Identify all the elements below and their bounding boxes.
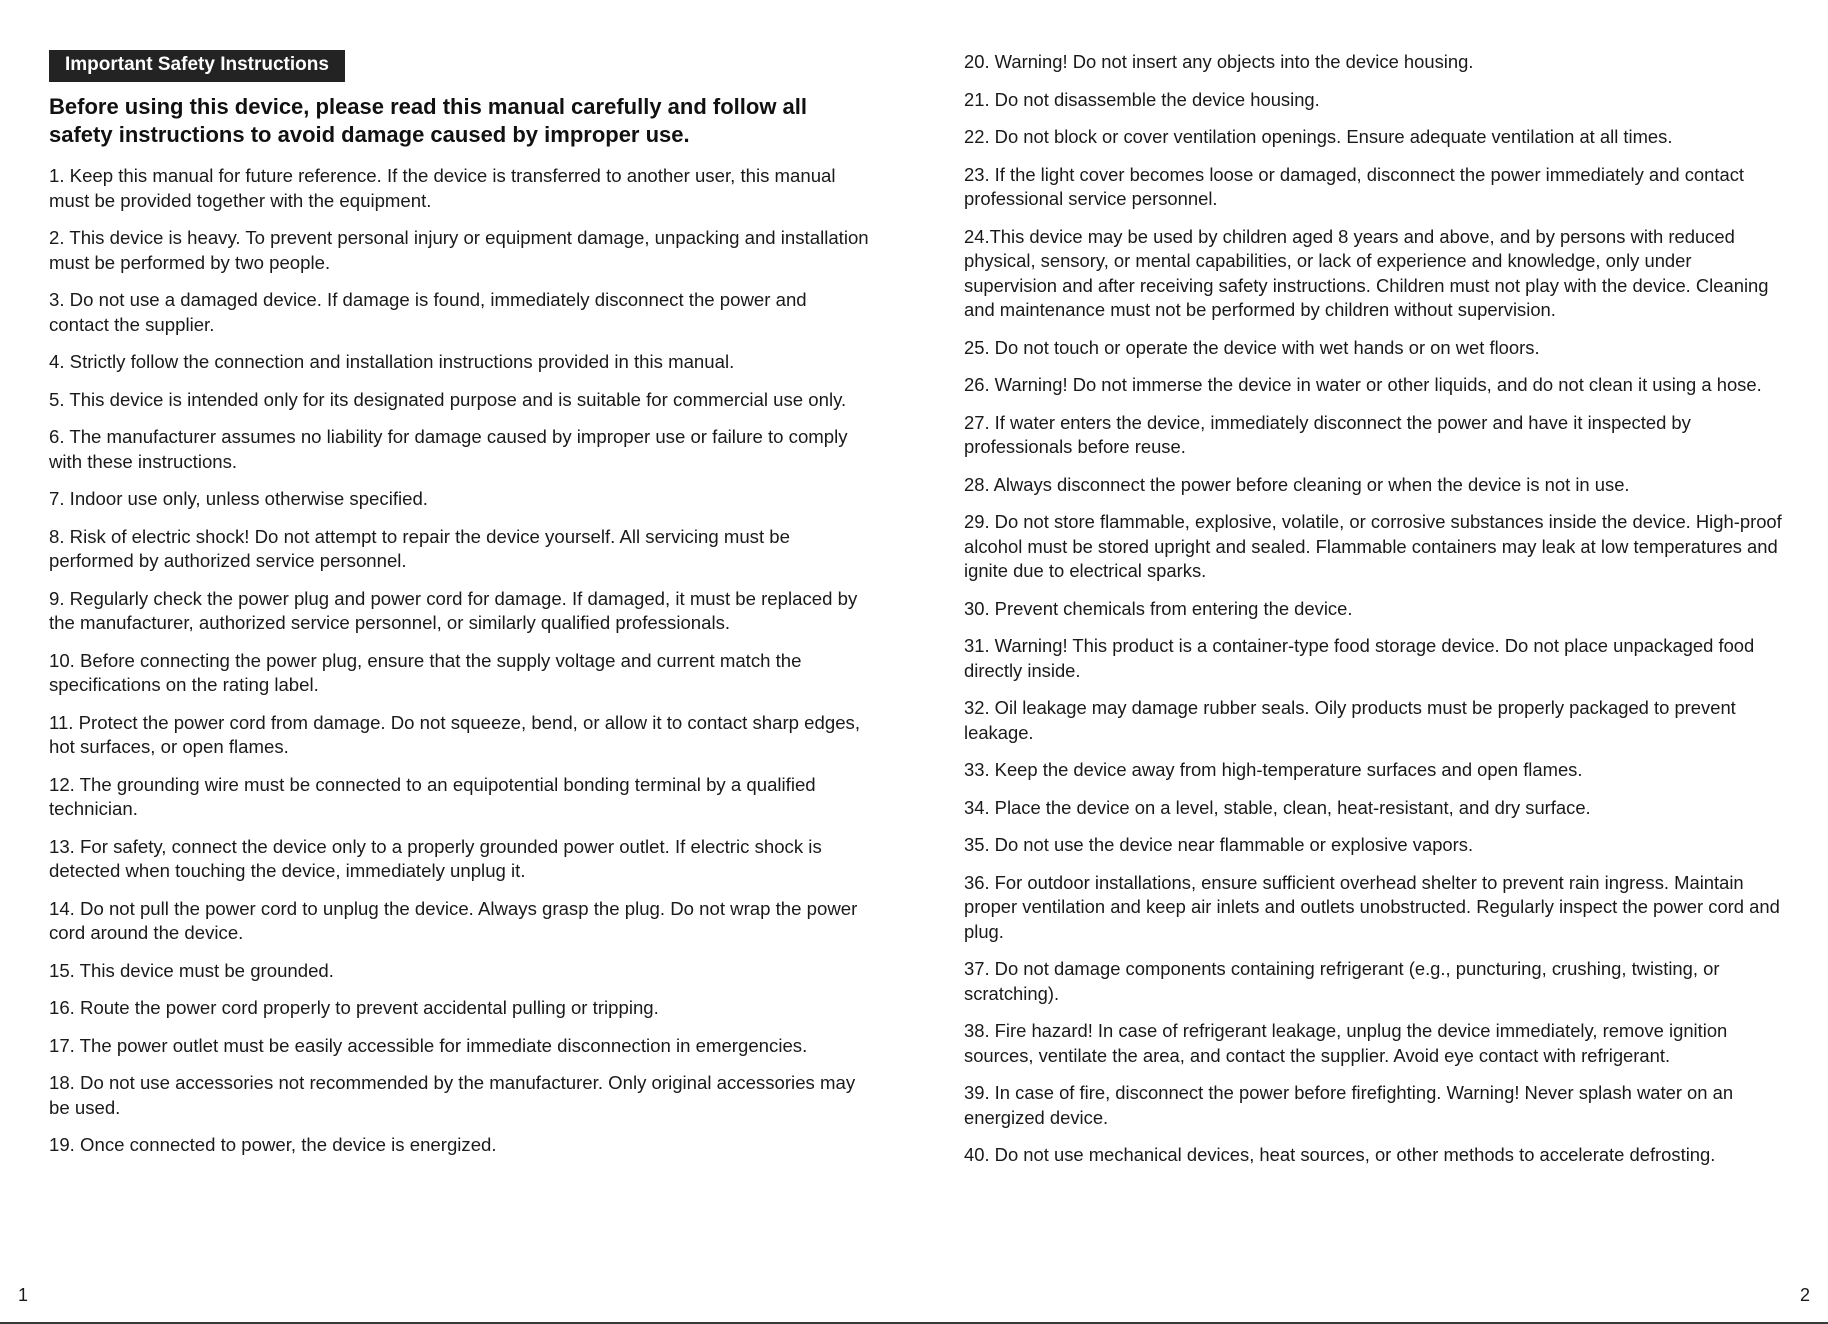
page-number-right: 2 [1799,1285,1810,1305]
instruction-item: 15. This device must be grounded. [49,959,334,981]
instruction-item: 25. Do not touch or operate the device with wet hands or on wet floors. [964,336,1540,358]
instruction-item: 18. Do not use accessories not recommended by the manufacturer. Only original accessories may be used. [49,1072,856,1118]
instruction-item: 17. The power outlet must be easily accessible for immediate disconnection in emergencies. [49,1034,808,1056]
instruction-item: 19. Once connected to power, the device is energized. [49,1134,497,1155]
instruction-item: 34. Place the device on a level, stable, clean, heat-resistant, and dry surface. [964,796,1591,818]
instruction-item: 9. Regularly check the power plug and power cord for damage. If damaged, it must be replaced by the manufacturer, authorized service personnel, or similarly qualified professionals. [49,587,858,633]
instruction-item: 20. Warning! Do not insert any objects into the device housing. [964,51,1474,72]
intro-paragraph: Before using this device, please read this manual carefully and follow all safety instructions to avoid damage caused by improper use. [49,94,808,147]
instruction-item: 1. Keep this manual for future reference. If the device is transferred to another user, this manual must be provided together with the equipment. [49,165,836,211]
instruction-item: 35. Do not use the device near flammable or explosive vapors. [964,834,1474,855]
instruction-item: 8. Risk of electric shock! Do not attempt to repair the device yourself. All servicing must be performed by authorized service personnel. [49,525,790,571]
instruction-item: 39. In case of fire, disconnect the power before firefighting. Warning! Never splash water on an energized device. [964,1082,1734,1128]
instruction-item: 32. Oil leakage may damage rubber seals. Oily products must be properly packaged to prevent leakage. [964,697,1736,743]
instruction-item: 7. Indoor use only, unless otherwise specified. [49,488,428,509]
instruction-item: 16. Route the power cord properly to prevent accidental pulling or tripping. [49,997,659,1018]
instruction-item: 12. The grounding wire must be connected to an equipotential bonding terminal by a qualified technician. [49,773,816,819]
instruction-item: 13. For safety, connect the device only to a properly grounded power outlet. If electric shock is detected when touching the device, immediately unplug it. [49,835,822,881]
instruction-item: 14. Do not pull the power cord to unplug the device. Always grasp the plug. Do not wrap the power cord around the device. [49,897,858,943]
instruction-item: 33. Keep the device away from high-temperature surfaces and open flames. [964,759,1583,780]
instruction-item: 27. If water enters the device, immediately disconnect the power and have it inspected by professionals before reuse. [964,411,1691,457]
instruction-item: 24.This device may be used by children aged 8 years and above, and by persons with reduced physical, sensory, or mental capabilities, or lack of experience and knowledge, only under supervision and after receiving safety instructions. Children must not play with the device. Cleaning and maintenance must not be performed by children without supervision. [964,225,1769,320]
instruction-item: 37. Do not damage components containing refrigerant (e.g., puncturing, crushing, twisting, or scratching). [964,958,1720,1004]
instruction-item: 40. Do not use mechanical devices, heat sources, or other methods to accelerate defrosting. [964,1144,1716,1165]
instruction-item: 2. This device is heavy. To prevent personal injury or equipment damage, unpacking and installation must be performed by two people. [49,227,869,273]
instruction-item: 10. Before connecting the power plug, ensure that the supply voltage and current match the specifications on the rating label. [49,649,802,695]
instruction-item: 21. Do not disassemble the device housing. [964,88,1320,110]
section-title-badge: Important Safety Instructions [49,50,345,82]
instruction-item: 3. Do not use a damaged device. If damage is found, immediately disconnect the power and contact the supplier. [49,289,807,335]
left-column [49,50,871,1171]
instruction-item: 29. Do not store flammable, explosive, volatile, or corrosive substances inside the device. High-proof alcohol must be stored upright and sealed. Flammable containers may leak at low temperatures and ignite due to electrical sparks. [964,511,1782,581]
instruction-item: 36. For outdoor installations, ensure sufficient overhead shelter to prevent rain ingress. Maintain proper ventilation and keep air inlets and outlets unobstructed. Regularly inspect the power cord and plug. [964,871,1780,942]
instruction-item: 6. The manufacturer assumes no liability for damage caused by improper use or failure to comply with these instructions. [49,426,848,472]
instruction-item: 23. If the light cover becomes loose or damaged, disconnect the power immediately and contact professional service personnel. [964,163,1744,209]
instruction-item: 26. Warning! Do not immerse the device in water or other liquids, and do not clean it using a hose. [964,374,1762,395]
right-page [914,0,1828,1324]
instruction-item: 31. Warning! This product is a container-type food storage device. Do not place unpackaged food directly inside. [964,635,1755,681]
right-column [964,50,1789,1181]
instruction-item: 28. Always disconnect the power before cleaning or when the device is not in use. [964,473,1630,495]
page-number-left: 1 [18,1285,29,1305]
instruction-item: 5. This device is intended only for its designated purpose and is suitable for commercial use only. [49,388,847,410]
instruction-item: 38. Fire hazard! In case of refrigerant leakage, unplug the device immediately, remove ignition sources, ventilate the area, and contact the supplier. Avoid eye contact with refrigerant. [964,1020,1728,1066]
instruction-item: 4. Strictly follow the connection and installation instructions provided in this manual. [49,351,735,372]
instruction-item: 30. Prevent chemicals from entering the device. [964,597,1353,619]
instruction-item: 22. Do not block or cover ventilation openings. Ensure adequate ventilation at all times. [964,126,1673,147]
instruction-item: 11. Protect the power cord from damage. Do not squeeze, bend, or allow it to contact sharp edges, hot surfaces, or open flames. [49,711,861,757]
